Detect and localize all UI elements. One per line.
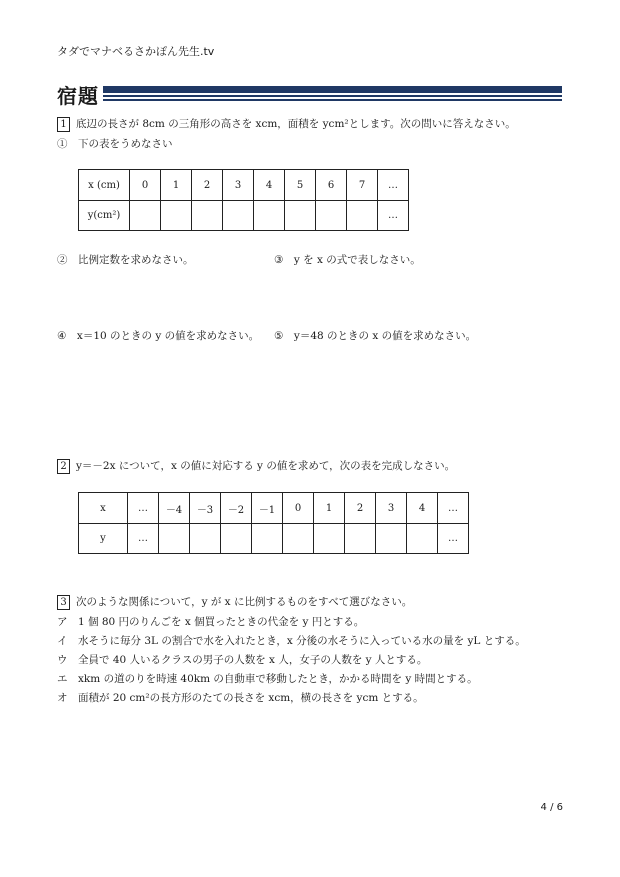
table-cell [190,524,221,554]
table-cell [314,524,345,554]
q3-option: ア 1 個 80 円のりんごを x 個買ったときの代金を y 円とする。 [57,616,365,628]
q1-sub3: ③ y を x の式で表しなさい。 [274,254,421,266]
row-label-y: y(cm²) [79,201,130,231]
table-cell: 4 [407,493,438,524]
table-cell: 7 [347,170,378,201]
table-cell: 3 [223,170,254,201]
row-label-y: y [79,524,128,554]
table-cell: 6 [316,170,347,201]
row-label-x: x [79,493,128,524]
table-cell: 4 [254,170,285,201]
table-cell: … [128,524,159,554]
table-cell [221,524,252,554]
table-cell: 5 [285,170,316,201]
table-cell: 2 [192,170,223,201]
q3-option: ウ 全員で 40 人いるクラスの男子の人数を x 人，女子の人数を y 人とする。 [57,654,428,666]
question-text: 底辺の長さが 8cm の三角形の高さを xcm，面積を ycm²とします。次の問いに答えなさい。 [76,118,516,130]
table-cell: －2 [221,493,252,524]
table-cell [345,524,376,554]
site-name: タダでマナベるさかぽん先生.tv [57,45,215,58]
q3-option: エ xkm の道のりを時速 40km の自動車で移動したとき，かかる時間を y 時間とする。 [57,673,478,685]
q3-option: イ 水そうに毎分 3L の割合で水を入れたとき，x 分後の水そうに入っている水の量を yL とする。 [57,635,526,647]
table-cell: －1 [252,493,283,524]
table-cell: －3 [190,493,221,524]
title-rule [103,86,562,102]
table-cell: … [378,201,409,231]
table-cell [252,524,283,554]
table-cell [130,201,161,231]
row-label-x: x (cm) [79,170,130,201]
question-3 [57,594,412,610]
table-cell: 2 [345,493,376,524]
table-cell: … [128,493,159,524]
table-cell: … [438,493,469,524]
table-cell: … [438,524,469,554]
table-cell: －4 [159,493,190,524]
q1-table [78,169,409,231]
table-cell [161,201,192,231]
q1-sub1: ① 下の表をうめなさい [57,138,173,150]
table-cell [285,201,316,231]
q2-table [78,492,469,554]
q1-sub5: ⑤ y＝48 のときの x の値を求めなさい。 [274,330,477,342]
table-cell [376,524,407,554]
q1-sub2: ② 比例定数を求めなさい。 [57,254,194,266]
table-cell [192,201,223,231]
table-cell [347,201,378,231]
q1-sub4: ④ x＝10 のときの y の値を求めなさい。 [57,330,260,342]
table-cell [407,524,438,554]
table-cell [254,201,285,231]
table-cell [159,524,190,554]
table-cell: 3 [376,493,407,524]
table-cell: 1 [314,493,345,524]
homework-title: 宿題 [57,84,99,108]
question-text: y＝－2x について，x の値に対応する y の値を求めて，次の表を完成しなさい。 [76,460,456,472]
table-cell: 0 [130,170,161,201]
table-cell [223,201,254,231]
question-text: 次のような関係について，y が x に比例するものをすべて選びなさい。 [76,596,413,608]
table-cell [316,201,347,231]
question-number: 2 [57,459,70,474]
question-2 [57,458,455,474]
question-number: 3 [57,595,70,610]
q3-option: オ 面積が 20 cm²の長方形のたての長さを xcm，横の長さを ycm とする。 [57,692,424,704]
table-cell [283,524,314,554]
table-cell: 0 [283,493,314,524]
table-cell: … [378,170,409,201]
question-number: 1 [57,117,70,132]
table-cell: 1 [161,170,192,201]
question-1 [57,116,516,132]
page-number: 4 / 6 [540,802,563,813]
